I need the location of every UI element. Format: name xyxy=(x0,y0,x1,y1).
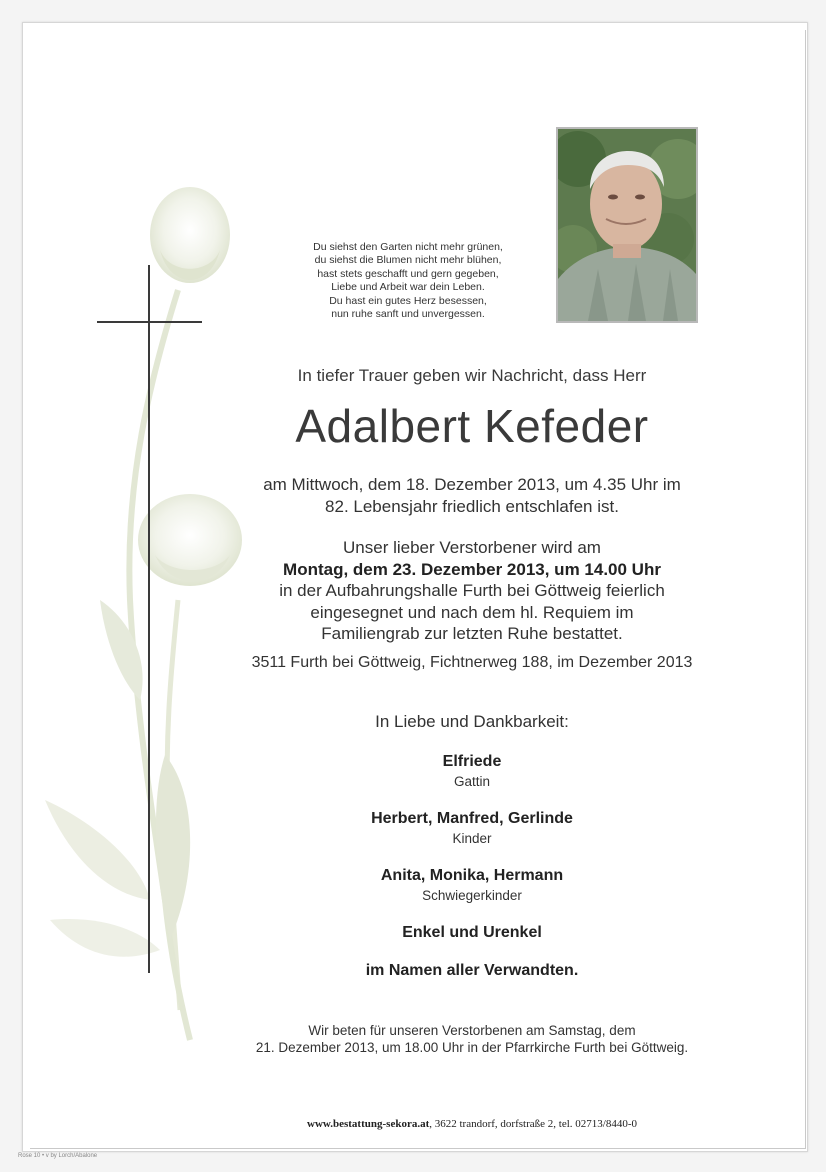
mourners-heading: In Liebe und Dankbarkeit: xyxy=(375,712,569,731)
poem-line: Liebe und Arbeit war dein Leben. xyxy=(331,281,485,294)
funeral-date: Montag, dem 23. Dezember 2013, um 14.00 Uhr xyxy=(283,559,661,579)
funeral-details xyxy=(212,537,732,645)
portrait-image xyxy=(558,129,696,321)
poem-line: du siehst die Blumen nicht mehr blühen, xyxy=(314,254,502,267)
prayer-line: 21. Dezember 2013, um 18.00 Uhr in der Pfarrkirche Furth bei Göttweig. xyxy=(255,1040,689,1055)
poem-line: Du siehst den Garten nicht mehr grünen, xyxy=(313,241,503,253)
portrait-photo xyxy=(556,127,698,323)
mourner-group xyxy=(212,810,732,846)
funeral-line: eingesegnet und nach dem hl. Requiem im xyxy=(310,602,634,622)
deceased-name: Adalbert Kefeder xyxy=(295,400,649,452)
funeral-line: Unser lieber Verstorbener wird am xyxy=(343,538,601,557)
mourner-names: Anita, Monika, Hermann xyxy=(380,867,564,884)
cross-horizontal xyxy=(97,321,202,323)
death-line: 82. Lebensjahr friedlich entschlafen ist. xyxy=(325,496,619,516)
death-line: am Mittwoch, dem 18. Dezember 2013, um 4.35 Uhr im xyxy=(263,475,681,494)
mourner-relation: Schwiegerkinder xyxy=(422,888,522,903)
poem-line: nun ruhe sanft und unvergessen. xyxy=(331,308,485,321)
funeral-home-address: , 3622 trandorf, dorfstraße 2, tel. 02713/8440-0 xyxy=(429,1118,637,1130)
mourner-names: Elfriede xyxy=(442,753,502,770)
mourner-names: Herbert, Manfred, Gerlinde xyxy=(371,810,573,827)
funeral-line: Familiengrab zur letzten Ruhe bestattet. xyxy=(321,624,623,643)
poem-line: Du hast ein gutes Herz besessen, xyxy=(329,294,487,307)
death-details xyxy=(212,474,732,517)
prayer-notice xyxy=(212,1022,732,1056)
prayer-line: Wir beten für unseren Verstorbenen am Samstag, dem xyxy=(308,1023,636,1038)
funeral-home-footer xyxy=(212,1118,732,1130)
poem-line: hast stets geschafft und gern gegeben, xyxy=(317,267,499,280)
place-and-date: 3511 Furth bei Göttweig, Fichtnerweg 188, im Dezember 2013 xyxy=(251,654,693,671)
cross-vertical xyxy=(148,265,150,973)
relatives-line: im Namen aller Verwandten. xyxy=(365,962,579,979)
mourner-relation: Kinder xyxy=(452,831,492,846)
mourner-relation: Gattin xyxy=(453,774,491,789)
mourner-group xyxy=(212,867,732,903)
grandchildren-line: Enkel und Urenkel xyxy=(402,924,542,941)
mourner-group xyxy=(212,753,732,789)
announcement-lead: In tiefer Trauer geben wir Nachricht, dass Herr xyxy=(297,366,647,385)
print-mark: Rose 10 • v by Lorch/Abalone xyxy=(18,1153,98,1159)
memorial-poem xyxy=(272,241,544,321)
funeral-line: in der Aufbahrungshalle Furth bei Göttweig feierlich xyxy=(279,581,665,600)
funeral-home-website[interactable]: www.bestattung-sekora.at xyxy=(307,1118,430,1130)
